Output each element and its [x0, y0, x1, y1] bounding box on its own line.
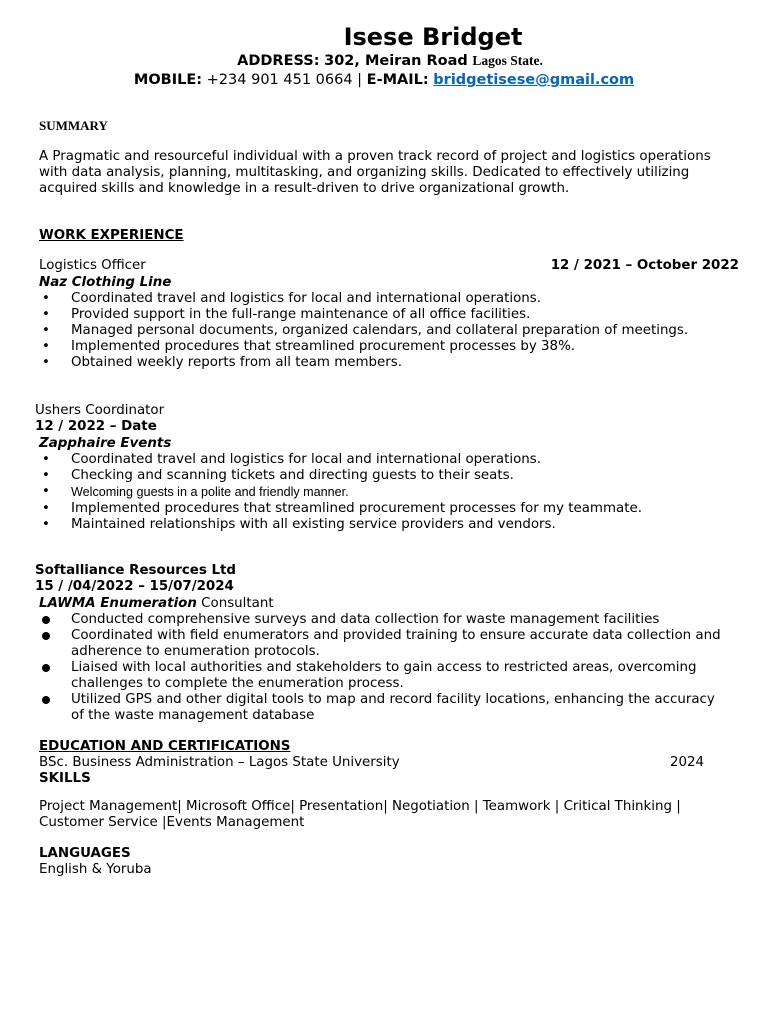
list-item: • Coordinated travel and logistics for local and international operations.: [39, 452, 729, 468]
job3-company: Softalliance Resources Ltd: [35, 563, 236, 578]
skills-heading: SKILLS: [39, 771, 91, 786]
address-line: [0, 52, 768, 70]
skills-text: Project Management| Microsoft Office| Presentation| Negotiation | Teamwork | Critical Thinking | Customer Service |Events Management: [39, 799, 681, 830]
education-heading: EDUCATION AND CERTIFICATIONS: [39, 739, 291, 754]
job2-dates: 12 / 2022 – Date: [35, 419, 157, 434]
list-item: • Welcoming guests in a polite and friendly manner.: [39, 484, 729, 501]
bullet-icon: •: [42, 452, 50, 467]
job2-company: Zapphaire Events: [39, 436, 172, 451]
bullet-icon: •: [42, 339, 50, 354]
job3-dates: 15 / /04/2022 – 15/07/2024: [35, 579, 234, 594]
address-label: ADDRESS:: [237, 53, 320, 69]
email-label: E-MAIL:: [366, 72, 429, 88]
list-item: Conducted comprehensive surveys and data collection for waste management facilities: [39, 612, 729, 628]
mobile-value: +234 901 451 0664 |: [206, 72, 363, 88]
filled-circle-bullet-icon: [39, 660, 53, 677]
education-year: 2024: [670, 755, 705, 770]
address-value: 302, Meiran Road: [324, 53, 468, 69]
list-item: Utilized GPS and other digital tools to map and record facility locations, enhancing the accuracy of the waste management database: [39, 692, 729, 724]
bullet-icon: •: [42, 517, 50, 532]
job1-bullets: [39, 291, 729, 371]
job3-role-line: [39, 596, 274, 612]
bullet-icon: •: [42, 307, 50, 322]
filled-circle-bullet-icon: [39, 692, 53, 709]
bullet-icon: •: [42, 501, 50, 516]
filled-circle-bullet-icon: [39, 612, 53, 629]
summary-heading: SUMMARY: [39, 118, 108, 133]
list-item: • Provided support in the full-range maintenance of all office facilities.: [39, 307, 729, 323]
job2-title: Ushers Coordinator: [35, 403, 165, 418]
bullet-icon: •: [42, 323, 50, 338]
job1-dates: 12 / 2021 – October 2022: [550, 258, 739, 273]
job3-project: LAWMA Enumeration: [39, 596, 197, 611]
list-item: • Implemented procedures that streamlined procurement processes by 38%.: [39, 339, 729, 355]
list-item: • Managed personal documents, organized calendars, and collateral preparation of meetings.: [39, 323, 729, 339]
education-degree: BSc. Business Administration – Lagos State University: [39, 755, 400, 770]
bullet-icon: •: [42, 291, 50, 306]
address-state: Lagos State.: [472, 53, 543, 68]
filled-circle-bullet-icon: [39, 628, 53, 645]
list-item: • Checking and scanning tickets and directing guests to their seats.: [39, 468, 729, 484]
bullet-icon: •: [42, 484, 50, 499]
job3-bullets: [39, 612, 729, 724]
list-item: Liaised with local authorities and stakeholders to gain access to restricted areas, overcoming challenges to complete the enumeration process.: [39, 660, 729, 692]
job2-bullets: [39, 452, 729, 533]
job3-role: Consultant: [201, 596, 274, 611]
bullet-icon: •: [42, 355, 50, 370]
list-item: Coordinated with field enumerators and provided training to ensure accurate data collection and adherence to enumeration protocols.: [39, 628, 729, 660]
list-item: • Maintained relationships with all existing service providers and vendors.: [39, 517, 729, 533]
list-item: • Implemented procedures that streamlined procurement processes for my teammate.: [39, 501, 729, 517]
email-link[interactable]: bridgetisese@gmail.com: [433, 72, 635, 88]
work-experience-heading: WORK EXPERIENCE: [39, 228, 184, 243]
languages-heading: LANGUAGES: [39, 846, 131, 861]
summary-text: A Pragmatic and resourceful individual with a proven track record of project and logistics operations with data analysis, planning, multitasking, and organizing skills. Dedicated to effectively utilizing acquired skills and knowledge in a result-driven to drive organizational growth.: [39, 149, 711, 196]
list-item: • Coordinated travel and logistics for local and international operations.: [39, 291, 729, 307]
list-item: • Obtained weekly reports from all team members.: [39, 355, 729, 371]
languages-text: English & Yoruba: [39, 862, 152, 877]
candidate-name: Isese Bridget: [343, 23, 523, 51]
contact-line: [0, 71, 768, 89]
job1-company: Naz Clothing Line: [39, 275, 172, 290]
mobile-label: MOBILE:: [133, 72, 203, 88]
job1-title: Logistics Officer: [39, 258, 146, 273]
bullet-icon: •: [42, 468, 50, 483]
